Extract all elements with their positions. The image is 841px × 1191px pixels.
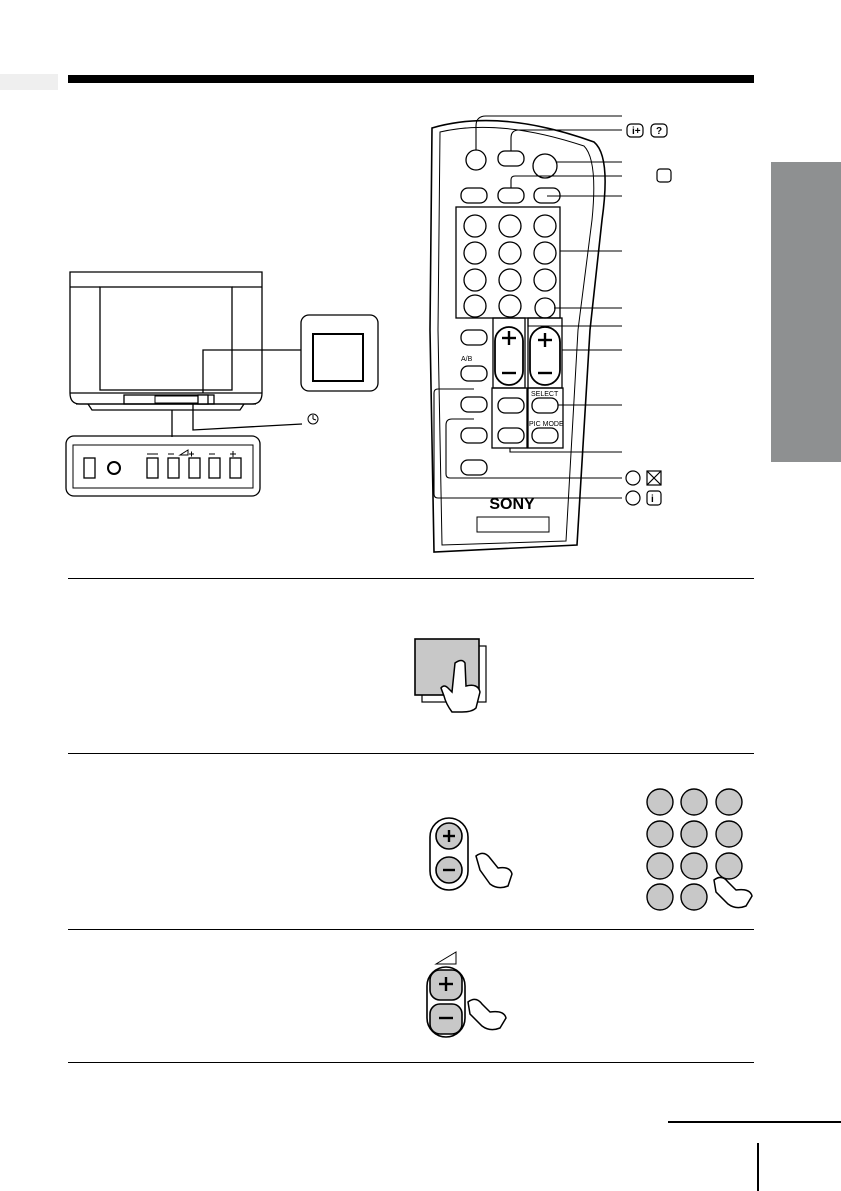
text-hold-icon bbox=[657, 169, 671, 182]
svg-text:?: ? bbox=[656, 126, 663, 137]
svg-text:i: i bbox=[651, 494, 654, 505]
sleep-timer-icon bbox=[626, 471, 640, 485]
number-pad-illustration bbox=[647, 789, 752, 910]
volume-rocker-illustration bbox=[427, 952, 506, 1037]
ab-button-label: A/B bbox=[461, 356, 473, 363]
clock-icon bbox=[626, 491, 640, 505]
remote-brand-logo: SONY bbox=[489, 496, 535, 513]
pic-mode-button-label: PIC MODE bbox=[529, 421, 564, 428]
tv-set-illustration bbox=[66, 272, 378, 496]
remote-control-illustration bbox=[430, 121, 605, 552]
select-button-label: SELECT bbox=[531, 391, 559, 398]
power-button-illustration bbox=[415, 639, 486, 712]
program-rocker-illustration bbox=[430, 818, 512, 890]
svg-text:i+: i+ bbox=[632, 126, 641, 137]
index-icon bbox=[647, 491, 661, 505]
